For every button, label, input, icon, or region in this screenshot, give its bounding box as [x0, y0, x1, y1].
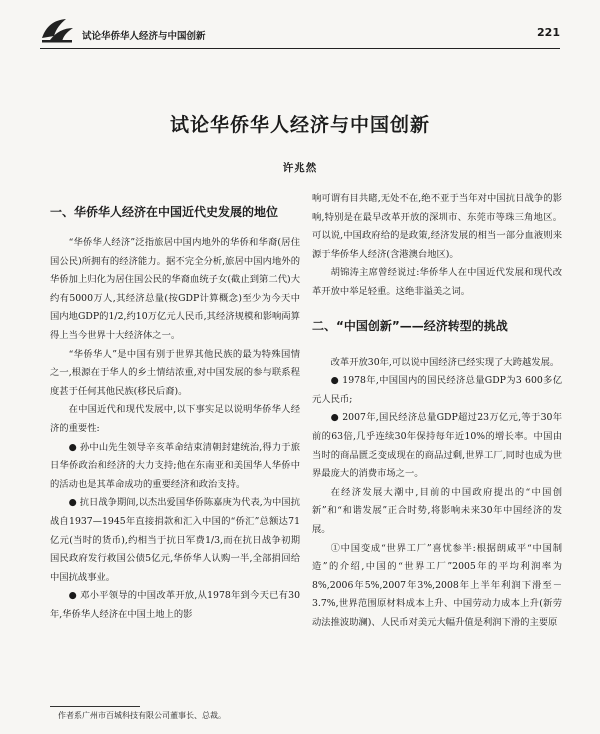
section-heading-2: 二、“中国创新”——经济转型的挑战 — [312, 318, 508, 333]
article-title: 试论华侨华人经济与中国创新 — [169, 114, 430, 136]
paragraph: 胡锦涛主席曾经说过:华侨华人在中国近代发展和现代改革开放中举足轻重。这绝非溢美之词。 — [312, 267, 562, 297]
paragraph: 在中国近代和现代发展中,以下事实足以说明华侨华人经济的重要性: — [50, 404, 300, 434]
paragraph: ①中国变成“世界工厂”喜忧参半:根据朗咸平“中国制造”的介绍,中国的“世界工厂”2005年的平均利润率为8%,2006年5%,2007年3%,2008年上半年利润下滑至－3.7%,世界范围原材料成本上升、中国劳动力成本上升(新劳动法推波助澜)、人民币对美元大幅升值是利润下滑的主要原 — [312, 542, 562, 628]
bullet-paragraph: ● 抗日战争期间,以杰出爱国华侨陈嘉庚为代表,为中国抗战自1937—1945年直接捐款和汇入中国的“侨汇”总额达71亿元(当时的货币),约相当于抗日军费1/3,而在抗日战争初期国民政府发行救国公债5亿元,华侨华人认购一半,全部捐回给中国抗战事业。 — [50, 497, 300, 583]
journal-logo-icon — [40, 16, 74, 44]
article-author: 许兆然 — [282, 162, 318, 174]
paragraph: “华侨华人经济”泛指旅居中国内地外的华侨和华裔(居住国公民)所拥有的经济能力。据不完全分析,旅居中国内地外的华侨加上归化为居住国公民的华裔血统子女(截止到第二代)大约有5000万人,其经济总量(按GDP计算概念)至少为今天中国内地GDP的1/2,约10万亿元人民币,其经济规模和影响両算得上当今世界十大经济体之一。 — [50, 237, 300, 341]
bullet-paragraph: ● 1978年,中国国内的国民经济总量GDP为3 600多亿元人民币; — [312, 375, 562, 405]
author-footnote: 作者系广州市百城科技有限公司董事长、总裁。 — [58, 711, 226, 720]
paragraph: 改革开放30年,可以说中国经济已经实现了大跨越发展。 — [330, 356, 560, 368]
paragraph-continued: 响可谓有目共睹,无处不在,绝不亚于当年对中国抗日战争的影响,特别是在最早改革开放的深圳市、东莞市等珠三角地区。可以说,中国政府给的是政策,经济发展的相当一部分血液则来源于华侨华人经济(含港澳台地区)。 — [312, 193, 562, 260]
paragraph: 在经济发展大潮中,目前的中国政府提出的“中国创新”和“和谐发展”正合时势,将影响未来30年中国经济的发展。 — [312, 486, 562, 535]
page-number: 221 — [537, 26, 560, 39]
bullet-paragraph: ● 2007年,国民经济总量GDP超过23万亿元,等于30年前的63倍,几乎连续30年保持每年近10%的增长率。中国由当时的商品匮乏变成现在的商品过剩,世界工厂,同时也成为世界最庞大的消费市场之一。 — [312, 412, 562, 480]
left-column — [50, 190, 300, 624]
running-header — [40, 14, 560, 48]
header-rule — [40, 48, 560, 49]
bullet-paragraph: ● 邓小平领导的中国改革开放,从1978年到今天已有30年,华侨华人经济在中国土地上的影 — [50, 590, 300, 620]
section-heading-1: 一、华侨华人经济在中国近代史发展的地位 — [50, 205, 279, 219]
right-column — [312, 190, 562, 632]
paragraph: “华侨华人”是中国有别于世界其他民族的最为特殊国情之一,根源在于华人的乡土情结浓重,对中国发展的参与联系程度甚于任何其他民族(移民后裔)。 — [50, 348, 300, 397]
running-title: 试论华侨华人经济与中国创新 — [82, 31, 206, 42]
footnote-rule — [50, 706, 140, 707]
bullet-paragraph: ● 孙中山先生领导辛亥革命结束清朝封建统治,得力于旅日华侨政治和经济的大力支持;他在东南亚和美国华人华侨中的活动也是其革命成功的重要经济和政治支持。 — [50, 441, 300, 490]
